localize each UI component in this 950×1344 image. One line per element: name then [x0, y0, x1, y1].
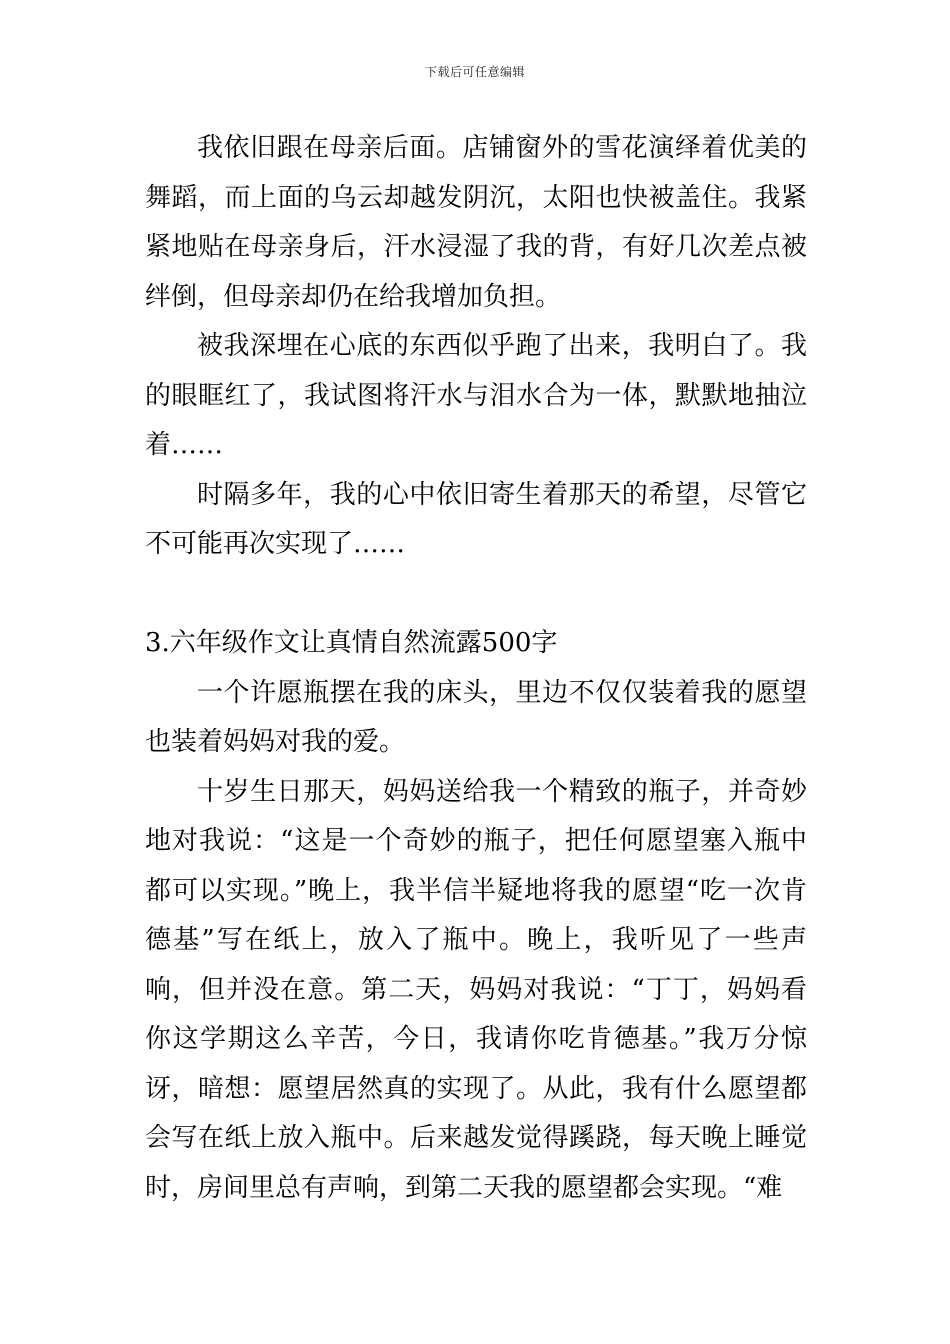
paragraph: 一个许愿瓶摆在我的床头，里边不仅仅装着我的愿望也装着妈妈对我的爱。	[145, 677, 807, 757]
paragraph: 被我深埋在心底的东西似乎跑了出来，我明白了。我的眼眶红了，我试图将汗水与泪水合为一体，默默地抽泣着……	[145, 331, 807, 460]
blank-line	[145, 570, 807, 620]
paragraph: 十岁生日那天，妈妈送给我一个精致的瓶子，并奇妙地对我说：“这是一个奇妙的瓶子，把任何愿望塞入瓶中都可以实现。”晚上，我半信半疑地将我的愿望“吃一次肯德基”写在纸上，放入了瓶中。晚上，我听见了一些声响，但并没在意。第二天，妈妈对我说：“丁丁，妈妈看你这学期这么辛苦，今日，我请你吃肯德基。”我万分惊讶，暗想：愿望居然真的实现了。从此，我有什么愿望都会写在纸上放入瓶中。后来越发觉得蹊跷，每天晚上睡觉时，房间里总有声响，到第二天我的愿望都会实现。“难	[145, 776, 807, 1203]
page-header: 下载后可任意编辑	[424, 65, 525, 79]
paragraph: 时隔多年，我的心中依旧寄生着那天的希望，尽管它不可能再次实现了……	[145, 479, 807, 559]
paragraph: 我依旧跟在母亲后面。店铺窗外的雪花演绎着优美的舞蹈，而上面的乌云却越发阴沉，太阳也快被盖住。我紧紧地贴在母亲身后，汗水浸湿了我的背，有好几次差点被绊倒，但母亲却仍在给我增加负担。	[145, 133, 807, 312]
section-heading: 3.六年级作文让真情自然流露500字	[145, 628, 558, 658]
document-body	[145, 124, 807, 1213]
